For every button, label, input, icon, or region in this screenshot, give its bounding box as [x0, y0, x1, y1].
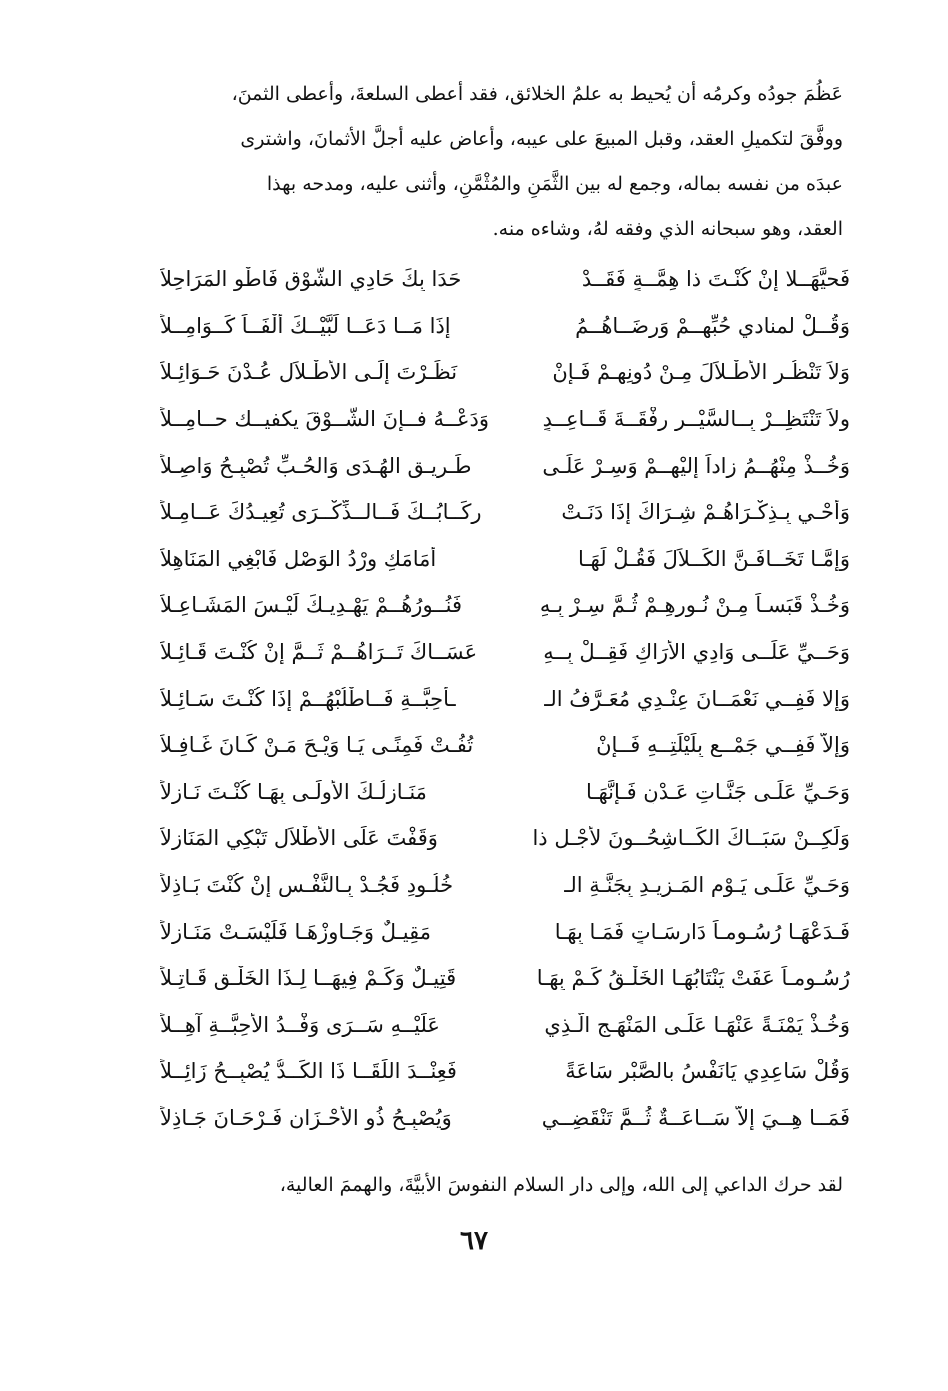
verse-second-hemistich: تُفُـتْ فَمِنًـى يَـا وَيْـحَ مَـنْ كَـانَ غَـافِـلاَ — [160, 733, 474, 758]
verse — [160, 815, 850, 862]
verse-first-hemistich: وَخُـذْ قَبَسـاً مِـنْ نُـورِهِـمْ ثُـمَّ سِـرْ بِـهِ — [539, 593, 850, 618]
verse-first-hemistich: وَقُلْ سَاعِدِي يَانَفْسُ بالصَّبْرِ سَاعَةً — [565, 1059, 850, 1084]
verse-second-hemistich: فَنُــورُهُــمْ يَهْـدِيـكَ لَيْـسَ المَشَـاعِـلاَ — [160, 593, 462, 618]
page-number: ٦٧ — [460, 1226, 488, 1256]
intro-paragraph — [170, 72, 843, 252]
verse — [160, 862, 850, 909]
intro-line: عبدَه من نفسه بماله، وجمع له بين الثَّمَنِ والمُثْمَّنِ، وأثنى عليه، ومدحه بهذا — [266, 173, 843, 195]
verse — [160, 629, 850, 676]
verse-second-hemistich: مَقِيـلٌ وَجَـاوِزْهَـا فَلَيْسَـتْ مَنَـازِلاً — [160, 919, 431, 944]
verse-second-hemistich: نَظَـرْتَ إلَـى الأَطْـلاَلِ عُـدْنَ حَـوَائِـلاَ — [160, 360, 458, 385]
verse-first-hemistich: وَقُــلْ لمنادي حُبِّهِــمْ وَرِضَــاهُــمُ — [575, 313, 850, 338]
verse — [160, 908, 850, 955]
verse — [160, 442, 850, 489]
verse-second-hemistich: رِكَــابُــكَ فَــالــذِّكْــرَى تُعِيـدُكَ عَــامِـلاً — [160, 500, 482, 525]
verse-first-hemistich: وَأَحْـيِ بِـذِكْـرَاهُـمْ شِـرَاكَ إذَا دَنَـتْ — [561, 500, 850, 525]
verse-first-hemistich: وَإلا فَفِــي نَعْمَــانَ عِنْـدِي مُعَـرَّفُ الـ — [544, 686, 850, 711]
verse — [160, 582, 850, 629]
intro-line: عَظُمَ جودُه وكرمُه أن يُحيط به علمُ الخلائق، فقد أعطى السلعةَ، وأعطى الثمنَ، — [231, 83, 843, 105]
verse-second-hemistich: وَيُصْبِـحُ ذُو الأَحْـزَانِ فَـرْحَـانَ جَـاذِلاً — [160, 1105, 452, 1130]
verse-first-hemistich: رُسُـومـاً عَفَتْ يَنْتَابُهَـا الخَلْـقُ كَـمْ بِهَـا — [536, 966, 850, 991]
verse-first-hemistich: وَحَـيِّ عَلَـى يَـوْمِ المَـزِيـدِ بِجَنَّـةِ الـ — [564, 873, 850, 898]
poem — [160, 256, 850, 1141]
verse-second-hemistich: مَنَـازِلُـكَ الأولَـى بِهَـا كُنْـتَ نَـازِلاً — [160, 779, 427, 804]
verse-first-hemistich: وَإلاَّ فَفِــي جَمْــعٍ بِلَيْلَتِــهِ فَــإنْ — [596, 733, 850, 758]
outro-line: لقد حرك الداعي إلى الله، وإلى دار السلام النفوسَ الأبيَّةَ، والهممَ العالية، — [279, 1174, 843, 1196]
verse-second-hemistich: قَتِيـلٌ وَكَـمْ فِيهَــا لِـذَا الخَلْـقِ قَـاتِـلاً — [160, 966, 457, 991]
verse — [160, 256, 850, 303]
verse — [160, 722, 850, 769]
verse-second-hemistich: عَسَــاكَ تَــرَاهُــمْ ثَــمَّ إنْ كُنْـتَ قَـائِـلاَ — [160, 640, 478, 665]
verse-first-hemistich: وَحَـيِّ عَلَـى جَنَّـاتِ عَـدْنٍ فَـإنَّهَـا — [585, 779, 850, 804]
verse — [160, 1095, 850, 1142]
verse — [160, 349, 850, 396]
verse-first-hemistich: وَلاَ تَنْظُـرِ الأَطْـلاَلَ مِـنْ دُونِهِـمْ فَـإنْ — [552, 360, 850, 385]
verse — [160, 489, 850, 536]
intro-line: ووفَّقَ لتكميلِ العقد، وقبل المبيعَ على عيبه، وأعاض عليه أجلَّ الأثمانَ، واشترى — [240, 128, 843, 150]
verse-second-hemistich: إذَا مَــا دَعَــا لَبَّيْــكَ أَلْفَــاً كَــوَامِــلاً — [160, 313, 451, 338]
verse — [160, 675, 850, 722]
verse-first-hemistich: فَمَــا هِــيَ إلاَّ سَــاعَــةٌ ثُــمَّ تَنْقَضِــي — [541, 1105, 850, 1130]
verse — [160, 955, 850, 1002]
verse — [160, 303, 850, 350]
verse-first-hemistich: وَحَــيِّ عَلَــى وَادِي الأَرَاكِ فَقِــلْ بِــهِ — [543, 640, 850, 665]
verse — [160, 396, 850, 443]
verse-first-hemistich: وَخُــذْ مِنْهُــمُ زاداً إليْهِــمْ وَسِـرْ عَلَـى — [542, 453, 850, 478]
verse — [160, 1048, 850, 1095]
verse — [160, 1002, 850, 1049]
verse-first-hemistich: وَلَكِــنْ سَبَــاكَ الكَــاشِحُــونَ لأَجْـلِ ذا — [532, 826, 850, 851]
verse-second-hemistich: خُلُـودِ فَجُـدْ بِـالنَّفْـسِ إنْ كُنْتَ بَـاذِلاً — [160, 873, 454, 898]
verse — [160, 769, 850, 816]
verse-second-hemistich: ـأَحِبَّــةِ فَــاطْلُبْهُــمْ إذَا كُنْـتَ سَـائِـلاَ — [160, 686, 456, 711]
verse-first-hemistich: ولاَ تَنْتَظِــرْ بِــالسَّيْــرِ رِفْقَــةَ قَــاعِــدٍ — [542, 407, 850, 432]
verse-second-hemistich: أَمَامَكِ وِرْدُ الوَصْلِ فَابْغِي المَنَاهِلاَ — [160, 546, 437, 571]
verse-second-hemistich: عَلَيْــهِ سَــرَى وَفْــدُ الأَحِبَّــةِ آهِــلاً — [160, 1012, 440, 1037]
verse-first-hemistich: فَـدَعْهَـا رُسُـومـاً دَارِسَـاتٍ فَمَـا بِهَـا — [554, 919, 850, 944]
verse-second-hemistich: حَدَا بِكَ حَادِي الشَّوْقِ فَاطْوِ المَرَاحِلاَ — [160, 267, 462, 292]
verse-second-hemistich: طَـرِيـقِ الهُـدَى وَالحُـبِّ تُصْبِـحُ وَاصِـلاً — [160, 453, 472, 478]
intro-line: العقد، وهو سبحانه الذي وفقه لهُ، وشاءه منه. — [492, 218, 843, 240]
verse-first-hemistich: وَخُـذْ يَمْنَـةً عَنْهَـا عَلَـى المَنْهَـجِ الَّـذِي — [544, 1012, 850, 1037]
verse-first-hemistich: فَحيَّهَــلا إنْ كُنْـتَ ذا هِمَّــةٍ فَقَــدْ — [581, 267, 850, 292]
verse-second-hemistich: وَقَفْتَ عَلَى الأَطْلاَلِ تَبْكِي المَنَازِلاَ — [160, 826, 438, 851]
verse-second-hemistich: وَدَعْــهُ فــإنَ الشَّــوْقَ يكفيــك حــامِــلاً — [160, 407, 490, 432]
verse — [160, 536, 850, 583]
verse-first-hemistich: وَإمَّـا تَخَــافَـنَّ الكَــلاَلَ فَقُـلْ لَهَـا — [577, 546, 850, 571]
verse-second-hemistich: فَعِنْــدَ اللِّقَــا ذَا الكَــدُّ يُصْبِــحُ زَائِــلاً — [160, 1059, 457, 1084]
